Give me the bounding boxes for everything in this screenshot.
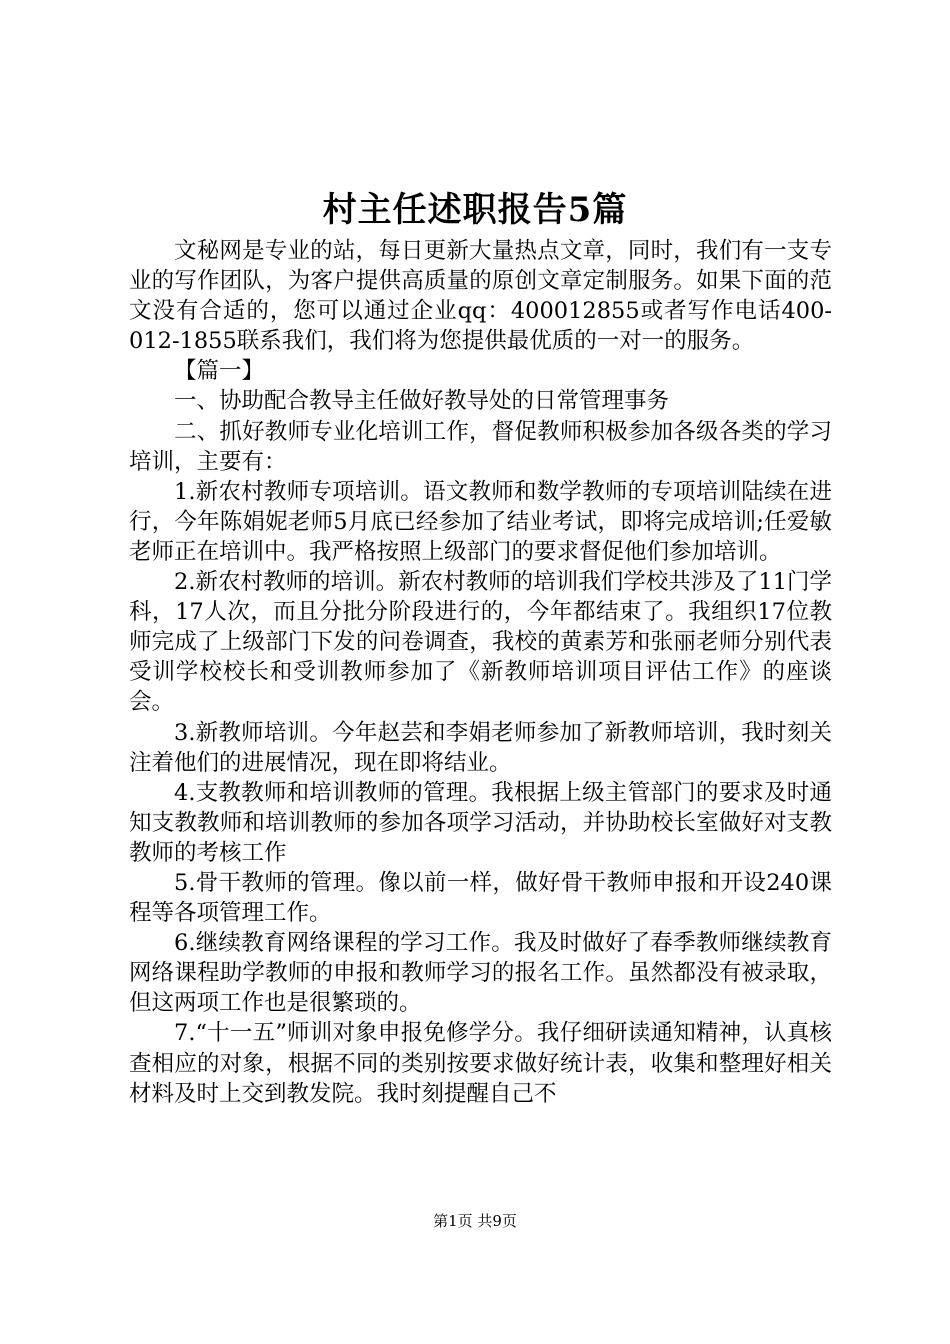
- body-paragraph: 2.新农村教师的培训。新农村教师的培训我们学校共涉及了11门学科，17人次，而且分批分阶段进行的，今年都结束了。我组织17位教师完成了上级部门下发的问卷调查，我校的黄素芳和张丽老师分别代表受训学校校长和受训教师参加了《新教师培训项目评估工作》的座谈会。: [129, 569, 832, 716]
- body-paragraph: 4.支教教师和培训教师的管理。我根据上级主管部门的要求及时通知支教教师和培训教师的参加各项学习活动，并协助校长室做好对支教教师的考核工作: [129, 779, 832, 866]
- document-body: [129, 236, 832, 1109]
- body-paragraph: 一、协助配合教导主任做好教导处的日常管理事务: [174, 388, 670, 415]
- body-paragraph: 7.“十一五”师训对象申报免修学分。我仔细研读通知精神，认真核查相应的对象，根据不同的类别按要求做好统计表，收集和整理好相关材料及时上交到教发院。我时刻提醒自己不: [129, 1020, 832, 1107]
- section-heading: 【篇一】: [174, 358, 265, 385]
- body-paragraph: 3.新教师培训。今年赵芸和李娟老师参加了新教师培训，我时刻关注着他们的进展情况，现在即将结业。: [129, 719, 832, 776]
- body-paragraph: 1.新农村教师专项培训。语文教师和数学教师的专项培训陆续在进行，今年陈娟妮老师5月底已经参加了结业考试，即将完成培训;任爱敏老师正在培训中。我严格按照上级部门的要求督促他们参加培训。: [129, 478, 832, 565]
- body-paragraph: 二、抓好教师专业化培训工作，督促教师积极参加各级各类的学习培训，主要有：: [129, 418, 832, 475]
- document-title: 村主任述职报告5篇: [322, 190, 628, 230]
- body-paragraph: 6.继续教育网络课程的学习工作。我及时做好了春季教师继续教育网络课程助学教师的申报和教师学习的报名工作。虽然都没有被录取，但这两项工作也是很繁琐的。: [129, 930, 832, 1017]
- intro-paragraph: 文秘网是专业的站，每日更新大量热点文章，同时，我们有一支专业的写作团队，为客户提供高质量的原创文章定制服务。如果下面的范文没有合适的，您可以通过企业qq：400012855或者写作电话400-012-1855联系我们，我们将为您提供最优质的一对一的服务。: [129, 238, 832, 355]
- body-paragraph: 5.骨干教师的管理。像以前一样，做好骨干教师申报和开设240课程等各项管理工作。: [129, 869, 832, 927]
- page-number: 第1页 共9页: [433, 1212, 517, 1230]
